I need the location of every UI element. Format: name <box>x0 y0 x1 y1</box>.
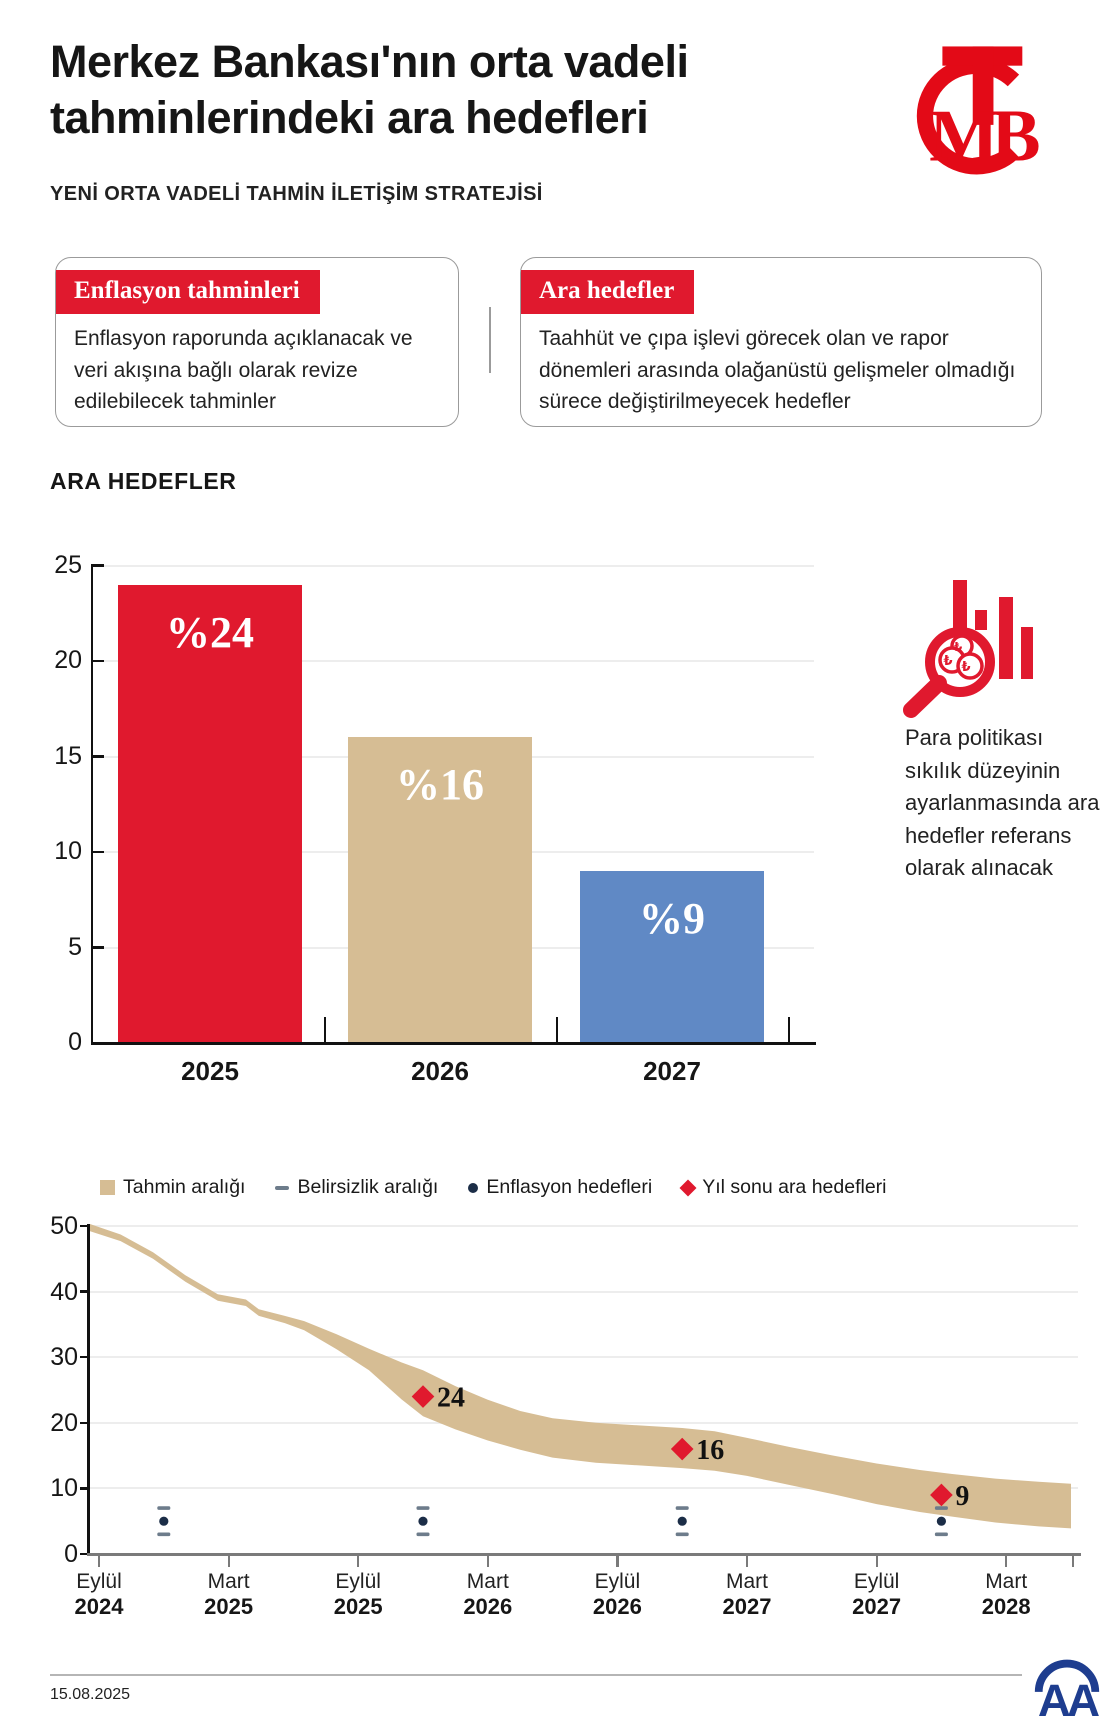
x-axis-label: 2025 <box>181 1056 239 1086</box>
x-axis-tick <box>228 1556 230 1567</box>
y-axis-label: 0 <box>68 1028 82 1056</box>
y-axis-label: 25 <box>54 550 82 579</box>
section-title: ARA HEDEFLER <box>50 468 237 494</box>
yearend-target-label: 9 <box>955 1480 970 1512</box>
strategy-subtitle: YENİ ORTA VADELİ TAHMİN İLETİŞİM STRATEJİSİ <box>50 183 543 205</box>
x-axis-month-label: Mart <box>207 1570 250 1593</box>
x-axis-label: 2026 <box>411 1056 469 1086</box>
page-title-line2: tahminlerindeki ara hedefleri <box>50 91 649 143</box>
legend-label: Belirsizlik aralığı <box>297 1176 439 1198</box>
inflation-target-dot <box>678 1517 687 1526</box>
uncertainty-dash <box>676 1533 689 1537</box>
uncertainty-dash <box>417 1506 430 1510</box>
bar-value-label: %24 <box>166 607 254 657</box>
x-axis-tick <box>876 1556 878 1567</box>
x-axis-tick <box>1005 1556 1007 1567</box>
publish-date: 15.08.2025 <box>50 1686 131 1703</box>
inflation-target-dot <box>937 1517 946 1526</box>
y-axis-label: 0 <box>64 1540 78 1568</box>
bar-value-label: %9 <box>639 894 705 944</box>
inflation-target-dot <box>418 1517 427 1526</box>
bar-value-label: %16 <box>396 760 484 810</box>
svg-text:₺: ₺ <box>953 640 963 654</box>
svg-text:AA: AA <box>1037 1675 1097 1726</box>
card-targets-title: Ara hedefler <box>521 270 694 314</box>
card-inflation-body: Enflasyon raporunda açıklanacak ve veri akışına bağlı olarak revize edilebilecek tahminler <box>74 327 413 413</box>
y-axis-label: 20 <box>54 646 82 674</box>
x-axis-tick <box>616 1556 618 1567</box>
x-axis-year-label: 2027 <box>852 1594 902 1619</box>
legend-label: Tahmin aralığı <box>123 1176 246 1198</box>
uncertainty-dash <box>417 1533 430 1537</box>
note-text: Para politikası sıkılık düzeyinin ayarlanmasında ara hedefler referans olarak alınacak <box>905 725 1100 881</box>
card-targets-body: Taahhüt ve çıpa işlevi görecek olan ve rapor dönemleri arasında olağanüstü gelişmeler olmadığı sürece değiştirilmeyecek hedefler <box>539 327 1016 413</box>
x-axis-month-label: Mart <box>726 1570 768 1593</box>
y-axis-label: 5 <box>68 932 82 961</box>
x-axis-year-label: 2026 <box>463 1594 513 1619</box>
page-title-line1: Merkez Bankası'nın orta vadeli <box>50 36 689 87</box>
x-axis-year-label: 2024 <box>74 1594 124 1619</box>
x-axis-tick <box>487 1556 489 1567</box>
x-axis-month-label: Mart <box>985 1570 1028 1593</box>
card-inflation-title: Enflasyon tahminleri <box>56 270 320 314</box>
y-axis-label: 10 <box>54 837 82 865</box>
y-axis-label: 20 <box>50 1408 78 1437</box>
uncertainty-dash <box>935 1506 948 1510</box>
y-axis-label: 10 <box>50 1474 78 1503</box>
x-axis-year-label: 2025 <box>204 1594 254 1619</box>
svg-text:M: M <box>929 95 999 178</box>
inflation-target-dot <box>159 1517 168 1526</box>
x-axis-month-label: Eylül <box>335 1570 381 1593</box>
x-axis-year-label: 2028 <box>981 1594 1031 1619</box>
x-axis-tick <box>357 1556 359 1567</box>
x-axis-year-label: 2027 <box>722 1594 772 1619</box>
svg-text:₺: ₺ <box>943 653 953 668</box>
yearend-target-label: 16 <box>696 1435 725 1467</box>
x-axis-spine <box>87 1553 1081 1556</box>
x-axis-tick <box>98 1556 100 1567</box>
legend-label: Enflasyon hedefleri <box>486 1176 653 1198</box>
x-axis-year-label: 2025 <box>333 1594 383 1619</box>
svg-text:B: B <box>991 95 1041 178</box>
y-axis-label: 40 <box>50 1277 78 1306</box>
aa-agency-logo <box>1028 1646 1106 1726</box>
x-axis-tick <box>746 1556 748 1567</box>
x-axis-label: 2027 <box>643 1056 701 1086</box>
legend-label: Yıl sonu ara hedefleri <box>702 1176 887 1198</box>
band-plot <box>88 1224 1080 1558</box>
uncertainty-dash <box>676 1506 689 1510</box>
footer-divider <box>50 1674 1022 1676</box>
x-axis-year-label: 2026 <box>592 1594 642 1619</box>
uncertainty-dash <box>935 1533 948 1537</box>
x-axis-month-label: Eylül <box>76 1570 122 1593</box>
x-axis-month-label: Eylül <box>594 1570 641 1593</box>
x-axis-month-label: Eylül <box>853 1570 900 1593</box>
y-axis-label: 50 <box>50 1212 78 1240</box>
y-axis-spine <box>87 1224 90 1556</box>
uncertainty-dash <box>157 1533 170 1537</box>
y-axis-label: 30 <box>50 1343 78 1372</box>
svg-text:₺: ₺ <box>961 659 971 674</box>
x-axis-month-label: Mart <box>466 1570 509 1593</box>
yearend-target-label: 24 <box>437 1382 465 1414</box>
uncertainty-dash <box>157 1506 170 1510</box>
y-axis-label: 15 <box>54 741 82 770</box>
forecast-range-band <box>88 1224 1071 1528</box>
x-axis-tick <box>1072 1556 1074 1567</box>
